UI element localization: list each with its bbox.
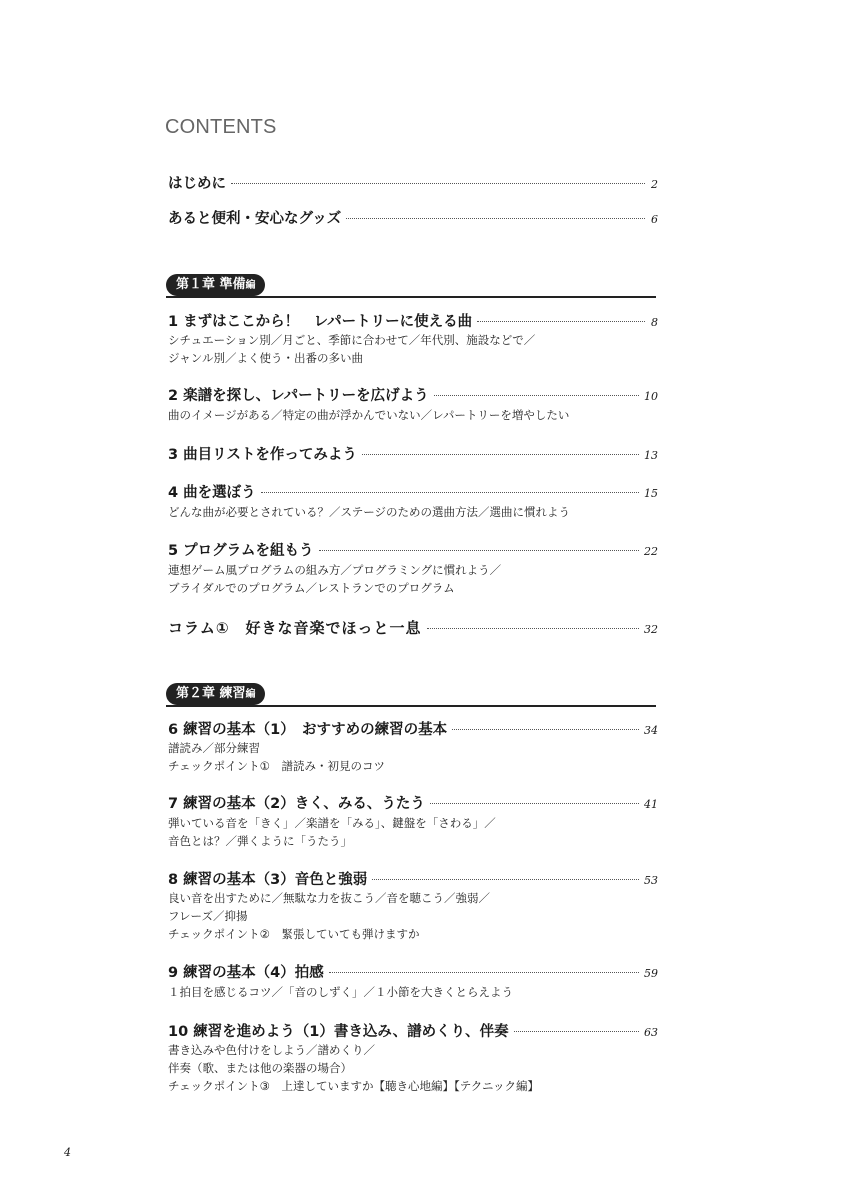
toc-entry-page: 41 (644, 798, 658, 811)
toc-entry-page: 8 (651, 316, 658, 329)
chapter-badge-suffix: 編 (245, 280, 256, 291)
toc-entry-page: 6 (651, 213, 658, 226)
toc-subtopics: 弾いている音を「きく」／楽譜を「みる」、鍵盤を「さわる」／ (168, 816, 496, 830)
chapter-rule (166, 705, 656, 707)
toc-entry[interactable] (168, 539, 658, 560)
toc-entry[interactable] (168, 792, 658, 813)
toc-entry-page: 13 (644, 449, 658, 462)
toc-subtopics: チェックポイント① 譜読み・初見のコツ (168, 759, 385, 773)
toc-subtopics: 良い音を出すために／無駄な力を抜こう／音を聴こう／強弱／ (168, 891, 490, 905)
dot-leader (346, 218, 645, 219)
toc-subtopics: 書き込みや色付けをしよう／譜めくり／ (168, 1043, 375, 1057)
toc-entry[interactable] (168, 310, 658, 331)
toc-subtopics: シチュエーション別／月ごと、季節に合わせて／年代別、施設などで／ (168, 333, 536, 347)
dot-leader (231, 183, 645, 184)
toc-entry-page: 63 (644, 1026, 658, 1039)
toc-subtopics: 譜読み／部分練習 (168, 741, 260, 755)
toc-subtopics: どんな曲が必要とされている？／ステージのための選曲方法／選曲に慣れよう (168, 505, 571, 519)
toc-entry-page: 15 (644, 487, 658, 500)
chapter-badge-label: 第２章 練習 (176, 686, 246, 701)
chapter-rule (166, 296, 656, 298)
toc-entry-page: 34 (644, 724, 658, 737)
toc-subtopics: チェックポイント② 緊張していても弾けますか (168, 927, 420, 941)
toc-subtopics: １拍目を感じるコツ／「音のしずく」／１小節を大きくとらえよう (168, 985, 513, 999)
toc-entry[interactable] (168, 961, 658, 982)
toc-entry[interactable] (168, 443, 658, 464)
dot-leader (514, 1031, 639, 1032)
toc-entry-title: 8 練習の基本（3）音色と強弱 (168, 872, 368, 888)
toc-entry[interactable] (168, 207, 658, 228)
toc-entry-title: 6 練習の基本（1） おすすめの練習の基本 (168, 722, 448, 738)
toc-entry[interactable] (168, 172, 658, 193)
dot-leader (261, 492, 639, 493)
chapter-badge (166, 683, 265, 705)
dot-leader (427, 628, 639, 629)
dot-leader (477, 321, 645, 322)
toc-entry-page: 2 (651, 178, 658, 191)
contents-heading: CONTENTS (165, 116, 277, 138)
chapter-badge-suffix: 編 (245, 689, 256, 700)
toc-entry-title: はじめに (168, 176, 226, 192)
toc-entry-title: 1 まずはここから！ レパートリーに使える曲 (168, 314, 473, 330)
dot-leader (319, 550, 640, 551)
toc-entry-title: コラム① 好きな音楽でほっと一息 (168, 619, 422, 637)
dot-leader (434, 395, 639, 396)
chapter-badge-label: 第１章 準備 (176, 277, 246, 292)
dot-leader (452, 729, 639, 730)
toc-entry-page: 10 (644, 390, 658, 403)
toc-entry-page: 59 (644, 967, 658, 980)
toc-entry-title: 2 楽譜を探し、レパートリーを広げよう (168, 388, 429, 404)
toc-entry-title: 4 曲を選ぼう (168, 485, 256, 501)
chapter-badge (166, 274, 265, 296)
toc-entry-title: 5 プログラムを組もう (168, 543, 314, 559)
toc-subtopics: 伴奏（歌、または他の楽器の場合） (168, 1061, 352, 1075)
toc-entry[interactable] (168, 718, 658, 739)
toc-entry-title: 3 曲目リストを作ってみよう (168, 447, 357, 463)
toc-entry-title: 9 練習の基本（4）拍感 (168, 965, 324, 981)
toc-entry[interactable] (168, 1020, 658, 1041)
toc-entry-page: 22 (644, 545, 658, 558)
toc-subtopics: ジャンル別／よく使う・出番の多い曲 (168, 351, 363, 365)
dot-leader (329, 972, 639, 973)
toc-subtopics: チェックポイント③ 上達していますか【聴き心地編】【テクニック編】 (168, 1079, 540, 1093)
page-number: 4 (64, 1146, 71, 1159)
toc-subtopics: 連想ゲーム風プログラムの組み方／プログラミングに慣れよう／ (168, 563, 502, 577)
toc-entry[interactable] (168, 384, 658, 405)
toc-entry[interactable] (168, 481, 658, 502)
toc-subtopics: フレーズ／抑揚 (168, 909, 248, 923)
toc-entry-title: 7 練習の基本（2）きく、みる、うたう (168, 796, 425, 812)
toc-subtopics: 曲のイメージがある／特定の曲が浮かんでいない／レパートリーを増やしたい (168, 408, 570, 422)
toc-subtopics: 音色とは？／弾くように「うたう」 (168, 834, 352, 848)
dot-leader (362, 454, 639, 455)
dot-leader (372, 879, 639, 880)
toc-entry-title: あると便利・安心なグッズ (168, 211, 342, 227)
toc-subtopics: ブライダルでのプログラム／レストランでのプログラム (168, 581, 455, 595)
toc-entry-page: 53 (644, 874, 658, 887)
toc-entry-title: 10 練習を進めよう（1）書き込み、譜めくり、伴奏 (168, 1024, 509, 1040)
toc-entry-column[interactable] (168, 617, 658, 638)
toc-entry-page: 32 (644, 623, 658, 636)
toc-entry[interactable] (168, 868, 658, 889)
dot-leader (430, 803, 639, 804)
